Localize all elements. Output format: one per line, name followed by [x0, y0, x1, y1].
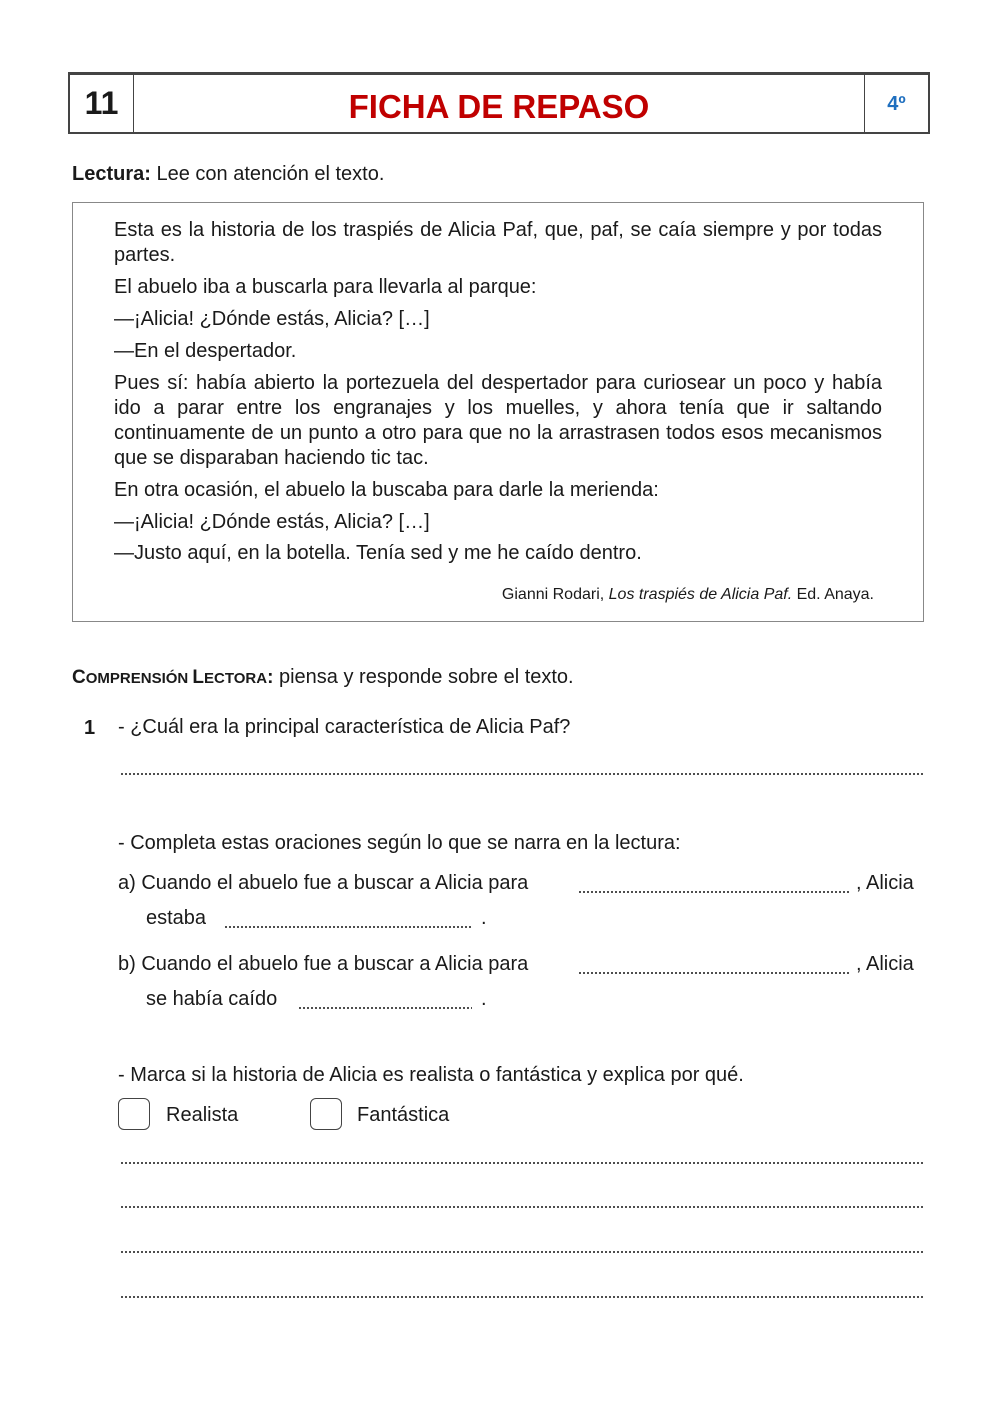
sentence-b-mid: , Alicia — [856, 953, 914, 975]
explanation-line[interactable] — [120, 1160, 924, 1166]
question-number: 1 — [84, 717, 96, 739]
sentence-b-start: b) Cuando el abuelo fue a buscar a Alicia para — [118, 953, 529, 975]
lectura-label: Lectura: — [72, 163, 151, 185]
lectura-instruction — [72, 163, 384, 186]
blank-b1[interactable] — [578, 970, 850, 976]
realista-checkbox[interactable] — [118, 1098, 150, 1130]
explanation-line[interactable] — [120, 1294, 924, 1300]
attribution-author: Gianni Rodari, — [501, 586, 605, 603]
reading-paragraph: Pues sí: había abierto la portezuela del despertador para curiosear un poco y había ido a parar entre los engranajes y los muelles, y ahora tenía que ir saltando continuamente de un punto a otro para que no la arrastrasen todos esos mecanismos que se disparaban haciendo tic tac. — [114, 372, 882, 469]
explanation-line[interactable] — [120, 1204, 924, 1210]
attribution-publisher: Ed. Anaya. — [796, 586, 874, 603]
realista-label: Realista — [166, 1104, 239, 1126]
reading-paragraph: Esta es la historia de los traspiés de Alicia Paf, que, paf, se caía siempre y por todas partes. — [114, 219, 882, 266]
complete-instruction: - Completa estas oraciones según lo que se narra en la lectura: — [118, 832, 681, 854]
question-text: - ¿Cuál era la principal característica de Alicia Paf? — [118, 716, 571, 738]
fantastica-checkbox[interactable] — [310, 1098, 342, 1130]
reading-paragraph: —¡Alicia! ¿Dónde estás, Alicia? […] — [114, 511, 430, 533]
reading-attribution — [502, 586, 874, 604]
sentence-a-line2: estaba — [146, 907, 207, 929]
worksheet-header — [68, 72, 930, 134]
sentence-b-line1 — [118, 953, 528, 976]
reading-paragraph: —En el despertador. — [114, 340, 297, 362]
worksheet-title: FICHA DE REPASO — [348, 87, 650, 125]
comprension-label: COMPRENSIÓN LECTORA: — [72, 667, 274, 688]
blank-b2[interactable] — [298, 1005, 472, 1011]
attribution-title: Los traspiés de Alicia Paf. — [608, 586, 793, 603]
blank-a1[interactable] — [578, 889, 850, 895]
reading-paragraph: —¡Alicia! ¿Dónde estás, Alicia? […] — [114, 308, 430, 330]
comprension-text: piensa y responde sobre el texto. — [278, 666, 574, 688]
blank-a2[interactable] — [224, 924, 472, 930]
fantastica-label: Fantástica — [357, 1104, 450, 1126]
sentence-b-end: . — [481, 988, 487, 1010]
explanation-line[interactable] — [120, 1249, 924, 1255]
answer-line[interactable] — [120, 771, 924, 777]
reading-paragraph: El abuelo iba a buscarla para llevarla al parque: — [114, 276, 537, 298]
comprension-instruction — [72, 666, 574, 689]
lectura-text: Lee con atención el texto. — [156, 163, 385, 185]
sentence-a-end: . — [481, 907, 487, 929]
sentence-a-mid: , Alicia — [856, 872, 914, 894]
worksheet-number: 11 — [70, 75, 134, 132]
sentence-a-line1 — [118, 872, 528, 895]
sentence-b-line2: se había caído — [146, 988, 278, 1010]
reading-paragraph: —Justo aquí, en la botella. Tenía sed y me he caído dentro. — [114, 542, 642, 564]
grade-label: 4º — [864, 75, 928, 132]
classify-instruction: - Marca si la historia de Alicia es realista o fantástica y explica por qué. — [118, 1064, 744, 1086]
reading-paragraph: En otra ocasión, el abuelo la buscaba para darle la merienda: — [114, 479, 659, 501]
sentence-a-start: a) Cuando el abuelo fue a buscar a Alicia para — [118, 872, 529, 894]
